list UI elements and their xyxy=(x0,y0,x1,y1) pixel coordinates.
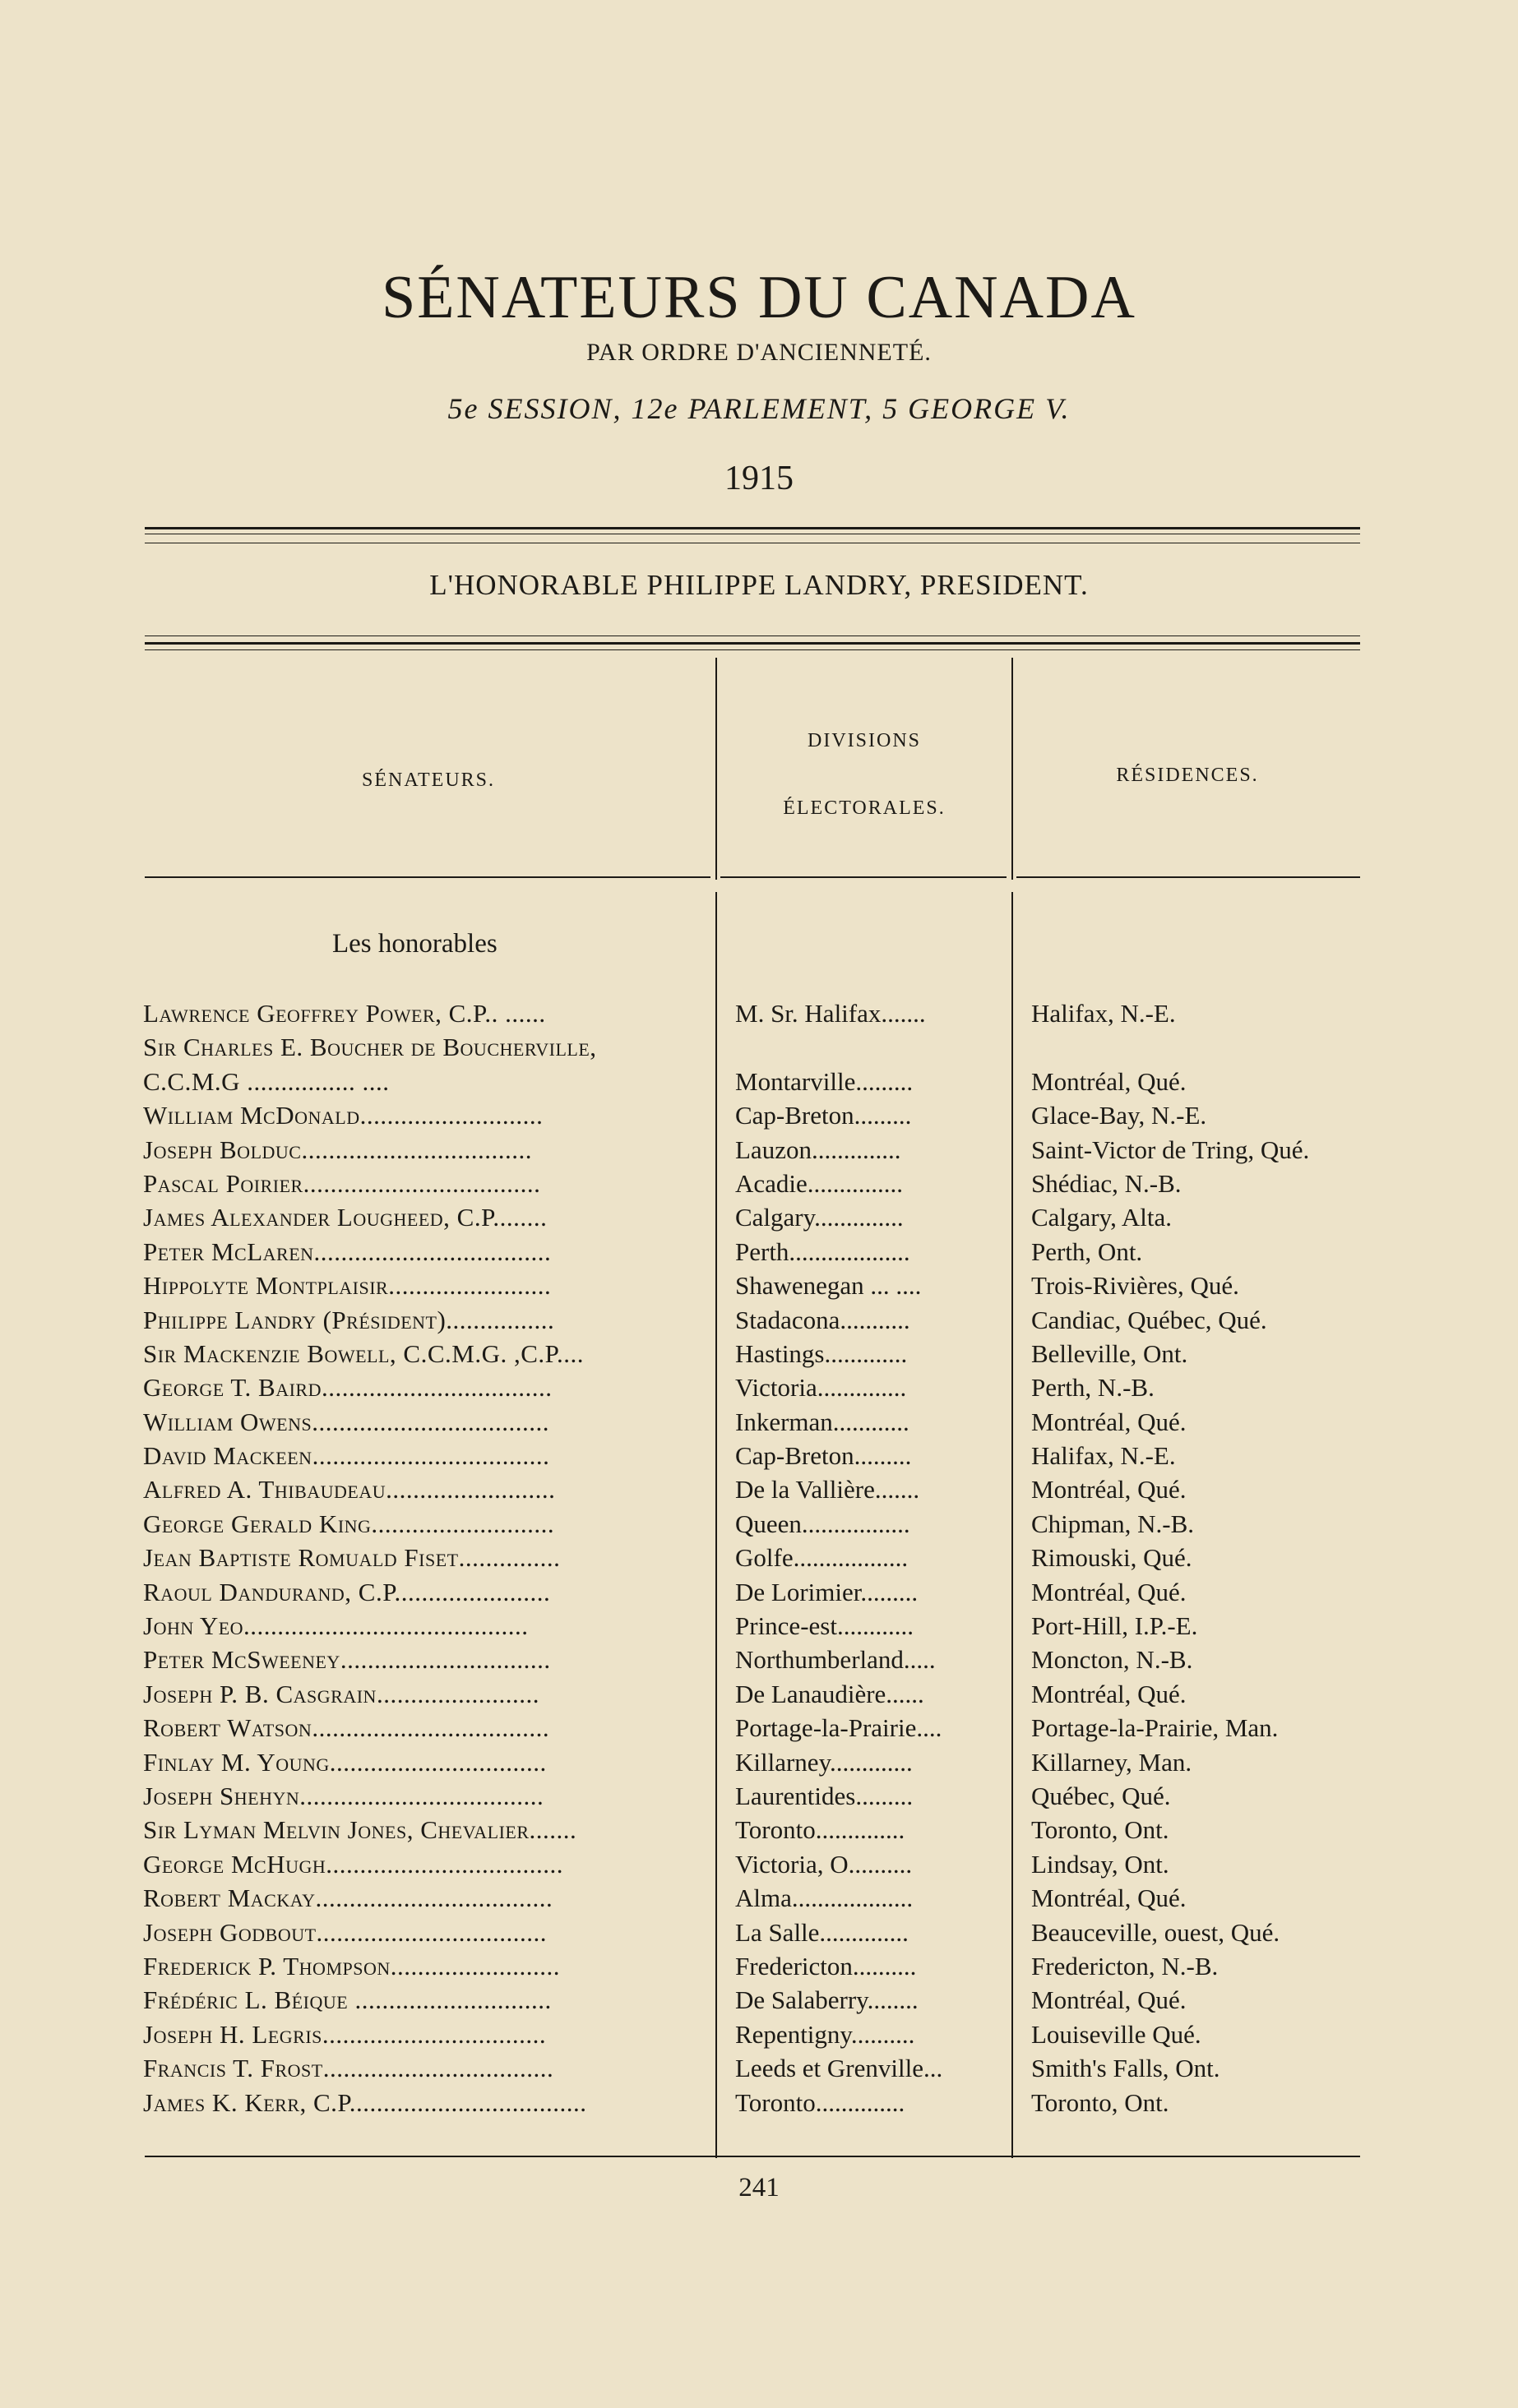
residence: Halifax, N.-E. xyxy=(1031,1441,1176,1471)
senator-name: Robert Mackay................................... xyxy=(143,1883,553,1913)
electoral-division: Toronto.............. xyxy=(735,1815,905,1845)
senator-name: Joseph Shehyn.................................... xyxy=(143,1781,544,1810)
electoral-division: Acadie............... xyxy=(735,1168,904,1198)
table-row xyxy=(0,1133,1518,1167)
table-row xyxy=(0,1916,1518,1949)
electoral-division: Northumberland..... xyxy=(735,1645,936,1675)
table-row xyxy=(0,1541,1518,1574)
table-row xyxy=(0,1200,1518,1234)
residence: Québec, Qué. xyxy=(1031,1781,1171,1810)
electoral-division: Victoria, O.......... xyxy=(735,1849,913,1879)
electoral-division: Shawenegan ... .... xyxy=(735,1271,922,1301)
electoral-division: Cap-Breton......... xyxy=(735,1441,912,1471)
table-row xyxy=(0,1405,1518,1439)
column-divider xyxy=(1011,658,1013,880)
table-row xyxy=(0,1030,1518,1064)
table-row xyxy=(0,2051,1518,2085)
column-header-residences: RÉSIDENCES. xyxy=(1116,765,1259,786)
residence: Chipman, N.-B. xyxy=(1031,1509,1195,1538)
table-row xyxy=(0,1677,1518,1711)
table-row xyxy=(0,1507,1518,1541)
electoral-division: La Salle.............. xyxy=(735,1917,909,1947)
residence: Portage-la-Prairie, Man. xyxy=(1031,1713,1279,1743)
session-line: 5e SESSION, 12e PARLEMENT, 5 GEORGE V. xyxy=(447,392,1071,425)
electoral-division: De Lorimier......... xyxy=(735,1577,919,1606)
residence: Montréal, Qué. xyxy=(1031,1475,1187,1504)
residence: Toronto, Ont. xyxy=(1031,2087,1169,2117)
electoral-division: Inkerman............ xyxy=(735,1407,909,1436)
senator-name: Frederick P. Thompson......................... xyxy=(143,1951,561,1980)
header-underline xyxy=(145,876,710,878)
electoral-division: Prince-est............ xyxy=(735,1611,914,1641)
table-row xyxy=(0,1269,1518,1302)
residence: Moncton, N.-B. xyxy=(1031,1645,1193,1675)
residence: Perth, N.-B. xyxy=(1031,1373,1155,1403)
electoral-division: Perth................... xyxy=(735,1236,910,1266)
electoral-division: Lauzon.............. xyxy=(735,1135,901,1164)
table-row xyxy=(0,1779,1518,1813)
senator-name: Alfred A. Thibaudeau......................... xyxy=(143,1475,556,1504)
table-row xyxy=(0,1303,1518,1337)
table-row xyxy=(0,2086,1518,2119)
table-row xyxy=(0,1847,1518,1881)
senator-name: Hippolyte Montplaisir........................ xyxy=(143,1271,552,1301)
table-row xyxy=(0,1711,1518,1745)
senator-name: Joseph Godbout.................................. xyxy=(143,1917,548,1947)
senator-name: Raoul Dandurand, C.P....................... xyxy=(143,1577,551,1606)
residence: Louiseville Qué. xyxy=(1031,2019,1201,2049)
residence: Trois-Rivières, Qué. xyxy=(1031,1271,1239,1301)
page-number: 241 xyxy=(738,2173,780,2202)
senator-name: George T. Baird.................................. xyxy=(143,1373,553,1403)
divider xyxy=(145,527,1360,529)
senator-name: James Alexander Lougheed, C.P........ xyxy=(143,1203,548,1232)
residence: Halifax, N.-E. xyxy=(1031,999,1176,1028)
column-divider xyxy=(715,658,717,880)
senator-name: Joseph H. Legris................................. xyxy=(143,2019,547,2049)
table-row xyxy=(0,1167,1518,1200)
senator-name: Pascal Poirier................................... xyxy=(143,1168,541,1198)
residence: Perth, Ont. xyxy=(1031,1236,1143,1266)
senator-name: Peter McLaren................................... xyxy=(143,1236,552,1266)
senator-name: George McHugh................................... xyxy=(143,1849,564,1879)
senator-name: Finlay M. Young................................ xyxy=(143,1747,547,1777)
senator-name: Joseph Bolduc.................................. xyxy=(143,1135,532,1164)
residence: Killarney, Man. xyxy=(1031,1747,1192,1777)
table-row xyxy=(0,1337,1518,1370)
senator-name: John Yeo.......................................... xyxy=(143,1611,529,1641)
senator-name: James K. Kerr, C.P................................... xyxy=(143,2087,587,2117)
electoral-division: Portage-la-Prairie.... xyxy=(735,1713,942,1743)
electoral-division: Cap-Breton......... xyxy=(735,1101,912,1130)
table-row xyxy=(0,1439,1518,1472)
page-title: SÉNATEURS DU CANADA xyxy=(382,264,1136,331)
president-line: L'HONORABLE PHILIPPE LANDRY, PRESIDENT. xyxy=(429,569,1089,601)
electoral-division: Laurentides......... xyxy=(735,1781,914,1810)
table-row xyxy=(0,996,1518,1030)
senator-name: Philippe Landry (Président)................ xyxy=(143,1305,555,1334)
residence: Rimouski, Qué. xyxy=(1031,1543,1192,1573)
electoral-division: Queen................. xyxy=(735,1509,910,1538)
electoral-division: Killarney............. xyxy=(735,1747,913,1777)
electoral-division: Toronto.............. xyxy=(735,2087,905,2117)
senator-name: C.C.M.G ................ .... xyxy=(143,1066,390,1096)
senator-name: Francis T. Frost.................................. xyxy=(143,2054,554,2083)
table-row xyxy=(0,1575,1518,1609)
electoral-division: Calgary.............. xyxy=(735,1203,904,1232)
residence: Beauceville, ouest, Qué. xyxy=(1031,1917,1280,1947)
header-underline xyxy=(720,876,1007,878)
column-header-divisions: DIVISIONS xyxy=(808,730,921,751)
table-row xyxy=(0,1745,1518,1779)
electoral-division: Stadacona........... xyxy=(735,1305,910,1334)
electoral-division: Victoria.............. xyxy=(735,1373,907,1403)
table-row xyxy=(0,1609,1518,1643)
residence: Montréal, Qué. xyxy=(1031,1577,1187,1606)
electoral-division: Repentigny.......... xyxy=(735,2019,915,2049)
table-row xyxy=(0,1643,1518,1676)
header-underline xyxy=(1016,876,1360,878)
intro-text: Les honorables xyxy=(332,929,498,959)
residence: Montréal, Qué. xyxy=(1031,1883,1187,1913)
senator-name: William McDonald........................... xyxy=(143,1101,544,1130)
table-row xyxy=(0,1472,1518,1506)
residence: Montréal, Qué. xyxy=(1031,1066,1187,1096)
residence: Smith's Falls, Ont. xyxy=(1031,2054,1220,2083)
senator-name: Sir Lyman Melvin Jones, Chevalier....... xyxy=(143,1815,577,1845)
electoral-division: De la Vallière....... xyxy=(735,1475,920,1504)
residence: Toronto, Ont. xyxy=(1031,1815,1169,1845)
senator-name: Lawrence Geoffrey Power, C.P.. ...... xyxy=(143,999,546,1028)
column-header-senators: SÉNATEURS. xyxy=(361,770,496,791)
table-row xyxy=(0,1881,1518,1915)
senator-name: Peter McSweeney............................... xyxy=(143,1645,551,1675)
residence: Shédiac, N.-B. xyxy=(1031,1168,1182,1198)
year: 1915 xyxy=(724,460,794,497)
electoral-division: M. Sr. Halifax....... xyxy=(735,999,926,1028)
residence: Saint-Victor de Tring, Qué. xyxy=(1031,1135,1310,1164)
table-row xyxy=(0,2017,1518,2051)
table-row xyxy=(0,1065,1518,1098)
table-row xyxy=(0,1098,1518,1132)
electoral-division: Fredericton.......... xyxy=(735,1951,917,1980)
senator-name: William Owens................................... xyxy=(143,1407,549,1436)
residence: Port-Hill, I.P.-E. xyxy=(1031,1611,1198,1641)
residence: Glace-Bay, N.-E. xyxy=(1031,1101,1207,1130)
electoral-division: Golfe.................. xyxy=(735,1543,909,1573)
senator-name: Joseph P. B. Casgrain........................ xyxy=(143,1679,539,1708)
electoral-division: De Salaberry........ xyxy=(735,1985,919,2015)
divider xyxy=(145,649,1360,650)
residence: Lindsay, Ont. xyxy=(1031,1849,1169,1879)
divider xyxy=(145,642,1360,645)
page-subtitle: PAR ORDRE D'ANCIENNETÉ. xyxy=(586,339,932,366)
residence: Fredericton, N.-B. xyxy=(1031,1951,1219,1980)
electoral-division: Alma................... xyxy=(735,1883,914,1913)
residence: Belleville, Ont. xyxy=(1031,1338,1188,1368)
senator-name: Jean Baptiste Romuald Fiset............... xyxy=(143,1543,561,1573)
senator-table xyxy=(0,996,1518,2119)
electoral-division: Hastings............. xyxy=(735,1338,908,1368)
residence: Montréal, Qué. xyxy=(1031,1985,1187,2015)
table-row xyxy=(0,1235,1518,1269)
table-row xyxy=(0,1983,1518,2017)
senator-name: George Gerald King........................... xyxy=(143,1509,555,1538)
divider xyxy=(145,2156,1360,2157)
column-header-divisions-2: ÉLECTORALES. xyxy=(783,797,946,819)
residence: Calgary, Alta. xyxy=(1031,1203,1173,1232)
table-row xyxy=(0,1370,1518,1404)
senator-name: David Mackeen................................... xyxy=(143,1441,550,1471)
table-row xyxy=(0,1813,1518,1846)
electoral-division: Montarville......... xyxy=(735,1066,914,1096)
senator-name: Sir Charles E. Boucher de Boucherville, xyxy=(143,1033,597,1062)
residence: Montréal, Qué. xyxy=(1031,1407,1187,1436)
senator-name: Frédéric L. Béique ............................. xyxy=(143,1985,552,2015)
residence: Candiac, Québec, Qué. xyxy=(1031,1305,1267,1334)
electoral-division: De Lanaudière...... xyxy=(735,1679,924,1708)
senator-name: Sir Mackenzie Bowell, C.C.M.G. ,C.P.... xyxy=(143,1338,584,1368)
senator-name: Robert Watson................................... xyxy=(143,1713,550,1743)
electoral-division: Leeds et Grenville... xyxy=(735,2054,943,2083)
residence: Montréal, Qué. xyxy=(1031,1679,1187,1708)
table-row xyxy=(0,1949,1518,1983)
